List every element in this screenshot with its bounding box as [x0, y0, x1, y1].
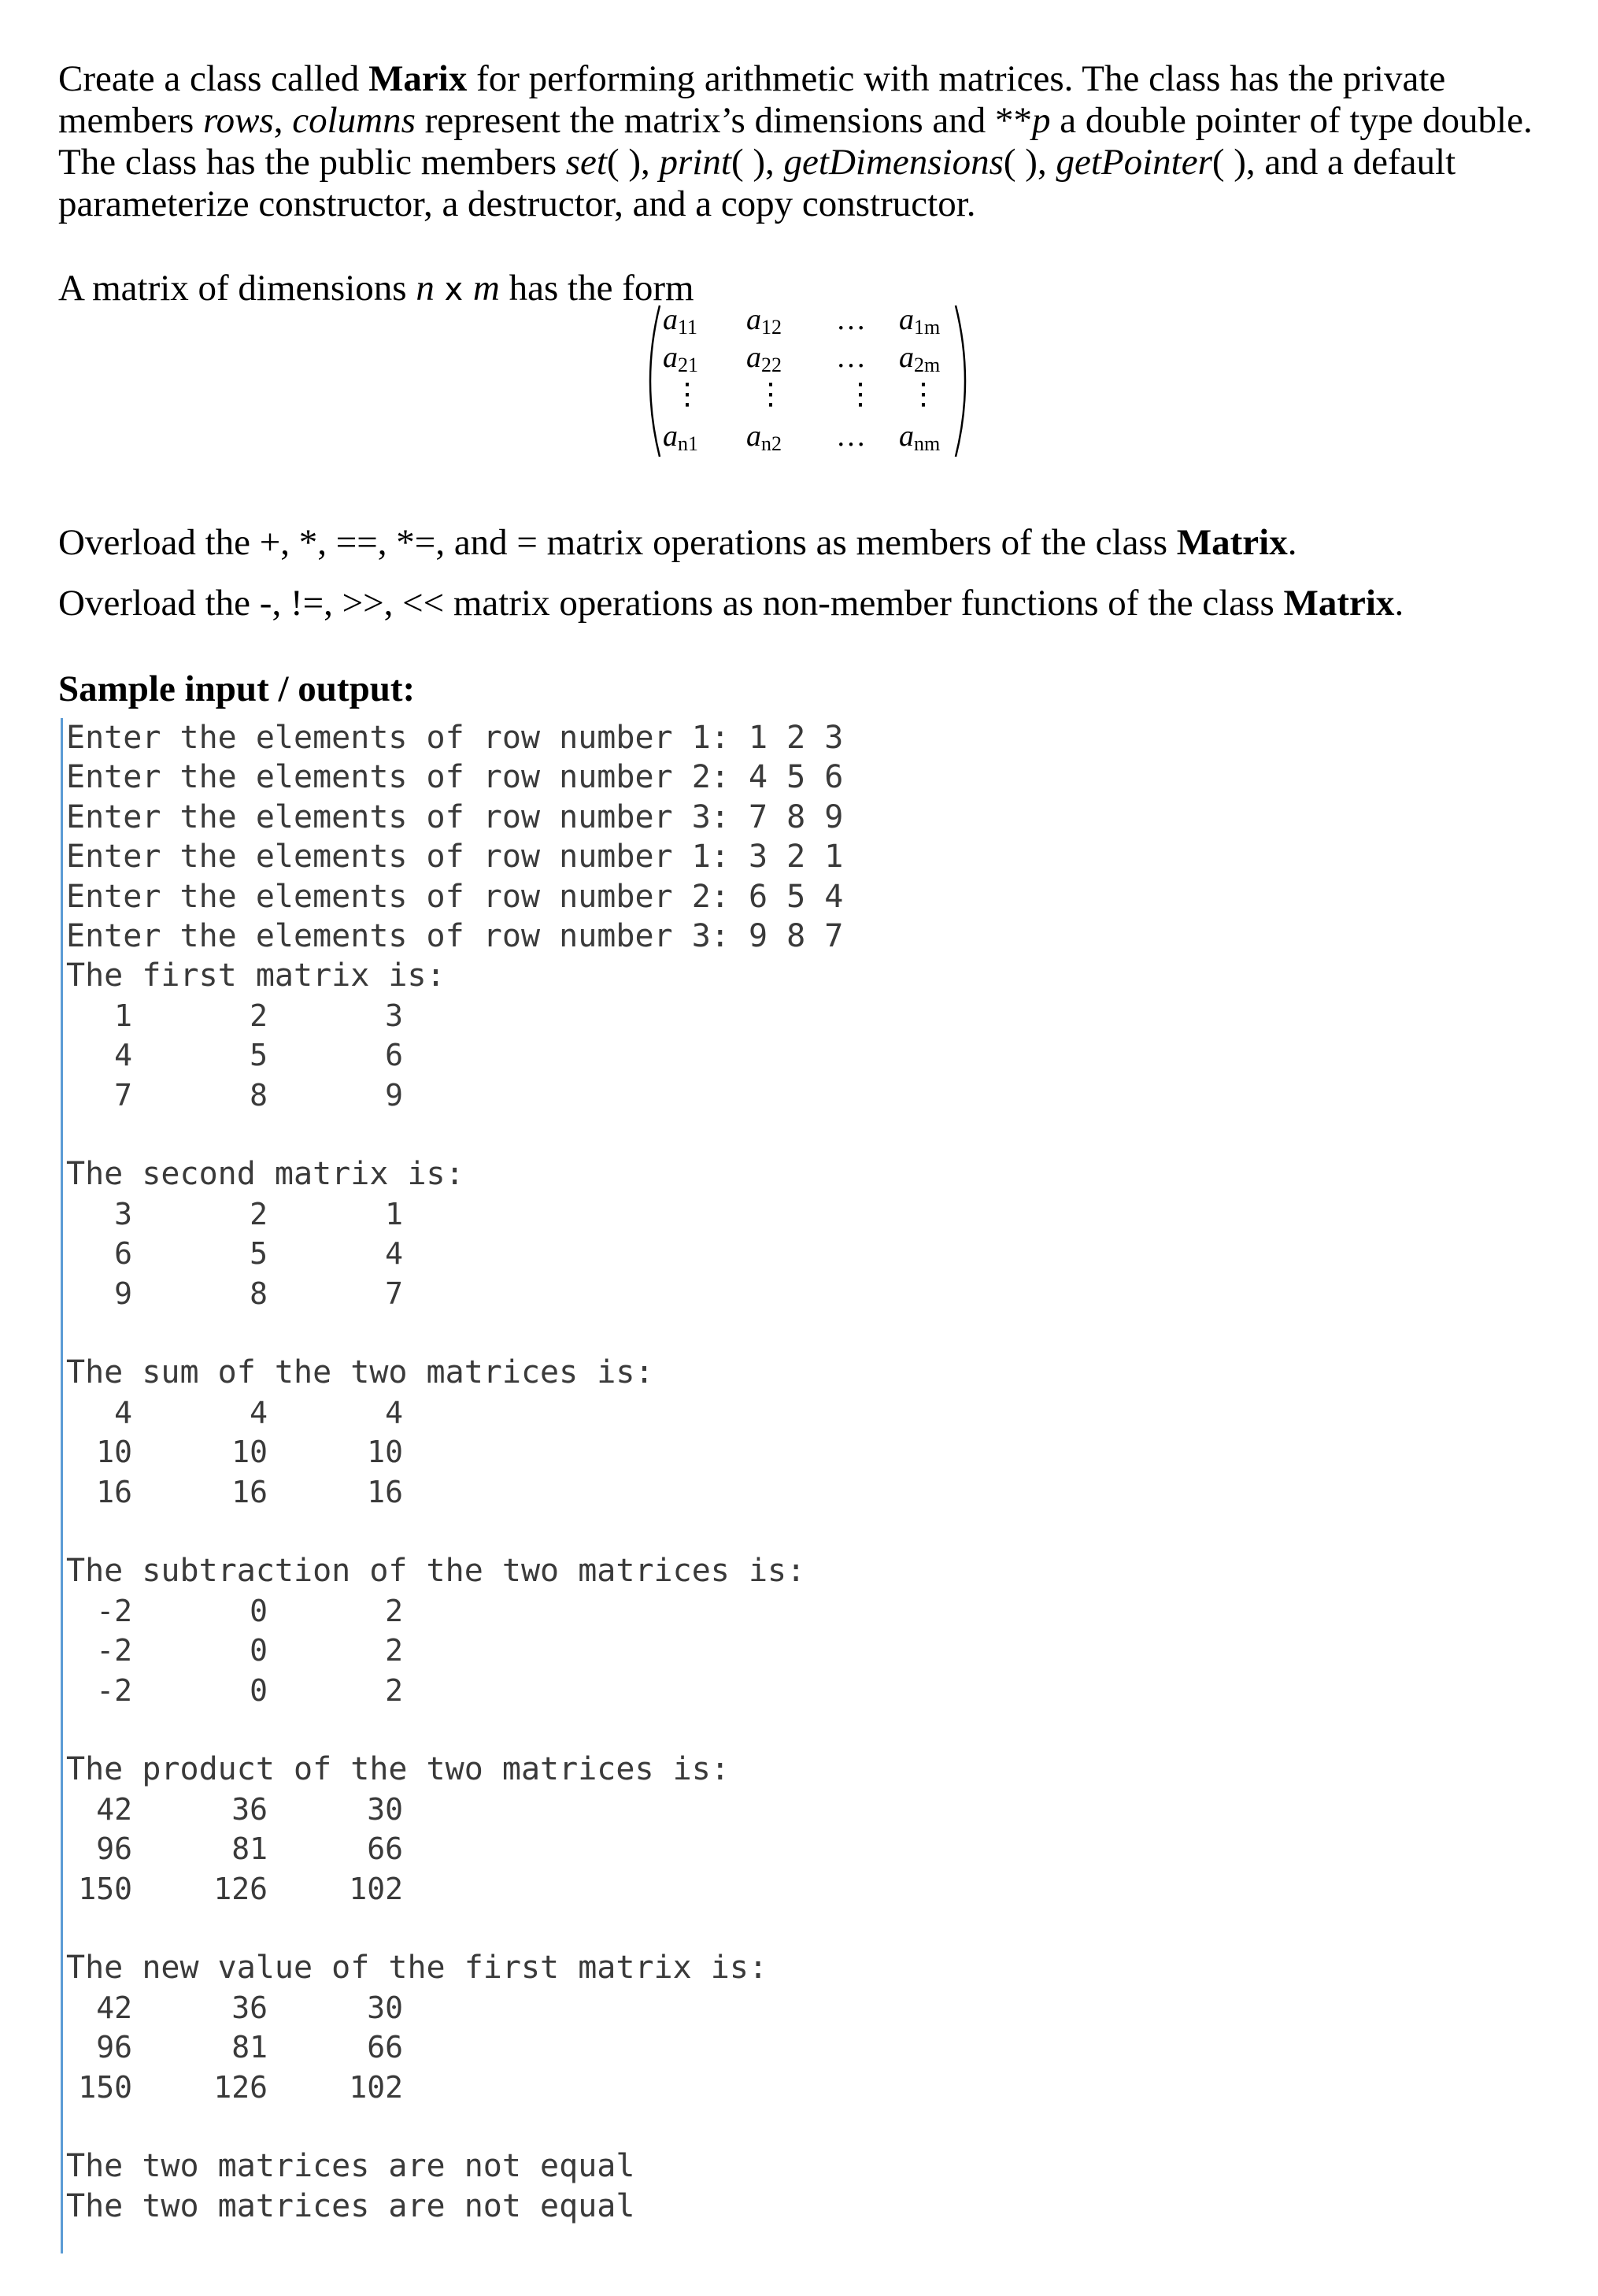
intro-line-3: The class has the public members set( ), print( ), getDimensions( ), getPointer( ), and a default — [58, 142, 1456, 183]
matrix-output-cell: 1 — [385, 1196, 403, 1231]
input-prompt: Enter the elements of row number 3: — [66, 918, 749, 954]
matrix-output-cell: 9 — [114, 1276, 132, 1311]
matrix-entry: $a_{n2}$ — [746, 420, 782, 455]
matrix-output-cell: 9 — [385, 1077, 403, 1113]
matrix-output-cell: 2 — [385, 1672, 403, 1708]
matrix-output-cell: 4 — [114, 1394, 132, 1430]
input-prompt: Enter the elements of row number 1: — [66, 839, 749, 876]
input-values: 7 8 9 — [748, 798, 844, 835]
matrix-output-cell: 102 — [349, 1871, 403, 1906]
matrix-output-cell: 10 — [96, 1435, 132, 1470]
matrix-output-title: The product of the two matrices is: — [66, 1751, 730, 1788]
input-values: 9 8 7 — [748, 918, 844, 954]
matrix-output-cell: 96 — [96, 2030, 132, 2065]
overload-members: Overload the +, *, ==, *=, and = matrix operations as members of the class Matrix. — [58, 522, 1297, 563]
matrix-output-cell: 5 — [250, 1236, 268, 1272]
matrix-entry: … — [836, 420, 866, 453]
matrix-entry: $a_{21}$ — [663, 341, 698, 376]
intro-line-4: parameterize constructor, a destructor, and a copy constructor. — [58, 183, 976, 224]
matrix-output-cell: 2 — [385, 1593, 403, 1628]
matrix-entry: $a_{2m}$ — [899, 341, 941, 376]
matrix-entry: $a_{n1}$ — [663, 420, 698, 455]
input-line — [66, 837, 843, 876]
matrix-output-cell: 10 — [367, 1435, 403, 1470]
matrix-output-cell: 2 — [250, 998, 268, 1033]
matrix-intro: A matrix of dimensions n x m has the form — [58, 268, 694, 309]
matrix-output-cell: 150 — [78, 2069, 132, 2105]
matrix-output-cell: 66 — [367, 2030, 403, 2065]
matrix-output-cell: 2 — [250, 1196, 268, 1231]
console-output — [61, 718, 1086, 2253]
matrix-output-cell: 81 — [231, 1831, 268, 1867]
comparison-result: The two matrices are not equal — [66, 2187, 635, 2224]
matrix-output-cell: -2 — [96, 1633, 132, 1668]
matrix-entry: $a_{22}$ — [746, 341, 782, 376]
matrix-output-cell: 30 — [367, 1791, 403, 1827]
matrix-output-cell: 16 — [96, 1474, 132, 1509]
matrix-entry: … — [836, 303, 866, 336]
matrix-output-cell: 4 — [114, 1038, 132, 1073]
matrix-entry: $a_{11}$ — [663, 303, 698, 339]
matrix-output-cell: 4 — [250, 1394, 268, 1430]
matrix-output-cell: 66 — [367, 1831, 403, 1867]
matrix-output-cell: 0 — [250, 1633, 268, 1668]
matrix-output-cell: 36 — [231, 1990, 268, 2025]
matrix-output-cell: 16 — [231, 1474, 268, 1509]
comparison-result: The two matrices are not equal — [66, 2148, 635, 2185]
matrix-output-cell: 102 — [349, 2069, 403, 2105]
intro-line-2: members rows, columns represent the matrix’s dimensions and **p a double pointer of type double. — [58, 100, 1533, 141]
input-line — [66, 718, 843, 757]
matrix-output-title: The sum of the two matrices is: — [66, 1354, 654, 1391]
matrix-output-cell: 5 — [250, 1038, 268, 1073]
matrix-output-title: The new value of the first matrix is: — [66, 1950, 768, 1987]
matrix-output-cell: 1 — [114, 998, 132, 1033]
matrix-output-cell: 42 — [96, 1791, 132, 1827]
matrix-form-figure — [639, 302, 976, 460]
matrix-output-cell: 2 — [385, 1633, 403, 1668]
matrix-entry: $a_{12}$ — [746, 303, 782, 339]
matrix-output-cell: 16 — [367, 1474, 403, 1509]
matrix-entry: $a_{1m}$ — [899, 303, 941, 339]
matrix-output-cell: 8 — [250, 1276, 268, 1311]
matrix-output-cell: 10 — [231, 1435, 268, 1470]
matrix-output-cell: 4 — [385, 1394, 403, 1430]
input-prompt: Enter the elements of row number 1: — [66, 720, 749, 756]
matrix-output-cell: 7 — [385, 1276, 403, 1311]
matrix-output-cell: 42 — [96, 1990, 132, 2025]
right-parenthesis — [953, 302, 976, 460]
input-line — [66, 917, 843, 956]
input-prompt: Enter the elements of row number 3: — [66, 798, 749, 835]
matrix-output-cell: 126 — [213, 1871, 268, 1906]
intro-line-1: Create a class called Marix for performing arithmetic with matrices. The class has the private — [58, 58, 1446, 99]
matrix-output-title: The first matrix is: — [66, 957, 446, 994]
matrix-output-cell: 3 — [385, 998, 403, 1033]
matrix-output-title: The subtraction of the two matrices is: — [66, 1553, 806, 1590]
matrix-output-cell: 30 — [367, 1990, 403, 2025]
matrix-entry: ⋮ — [845, 378, 875, 411]
matrix-output-cell: 6 — [385, 1038, 403, 1073]
matrix-output-title: The second matrix is: — [66, 1156, 464, 1193]
matrix-output-cell: 0 — [250, 1593, 268, 1628]
class-name-marix: Marix — [368, 58, 468, 99]
matrix-output-cell: 36 — [231, 1791, 268, 1827]
matrix-output-cell: 8 — [250, 1077, 268, 1113]
matrix-entry: … — [836, 341, 866, 374]
input-line — [66, 757, 843, 797]
matrix-entry: $a_{nm}$ — [899, 420, 941, 455]
matrix-output-cell: 96 — [96, 1831, 132, 1867]
matrix-output-cell: 6 — [114, 1236, 132, 1272]
input-values: 1 2 3 — [748, 720, 844, 756]
matrix-output-cell: 150 — [78, 1871, 132, 1906]
sample-title: Sample input / output: — [58, 668, 416, 709]
matrix-entry: ⋮ — [672, 378, 702, 411]
input-values: 4 5 6 — [748, 759, 844, 796]
matrix-output-cell: -2 — [96, 1672, 132, 1708]
input-prompt: Enter the elements of row number 2: — [66, 878, 749, 915]
input-values: 3 2 1 — [748, 839, 844, 876]
matrix-output-cell: 4 — [385, 1236, 403, 1272]
overload-nonmembers: Overload the -, !=, >>, << matrix operations as non-member functions of the class Matrix. — [58, 583, 1404, 624]
intro-paragraph — [58, 58, 1554, 225]
matrix-output-cell: -2 — [96, 1593, 132, 1628]
input-values: 6 5 4 — [748, 878, 844, 915]
matrix-output-cell: 0 — [250, 1672, 268, 1708]
input-line — [66, 798, 843, 837]
input-prompt: Enter the elements of row number 2: — [66, 759, 749, 796]
matrix-entry: ⋮ — [908, 378, 938, 411]
matrix-output-cell: 126 — [213, 2069, 268, 2105]
left-parenthesis — [639, 302, 663, 460]
matrix-output-cell: 7 — [114, 1077, 132, 1113]
matrix-entry: ⋮ — [756, 378, 786, 411]
matrix-output-cell: 81 — [231, 2030, 268, 2065]
input-line — [66, 877, 843, 917]
matrix-output-cell: 3 — [114, 1196, 132, 1231]
